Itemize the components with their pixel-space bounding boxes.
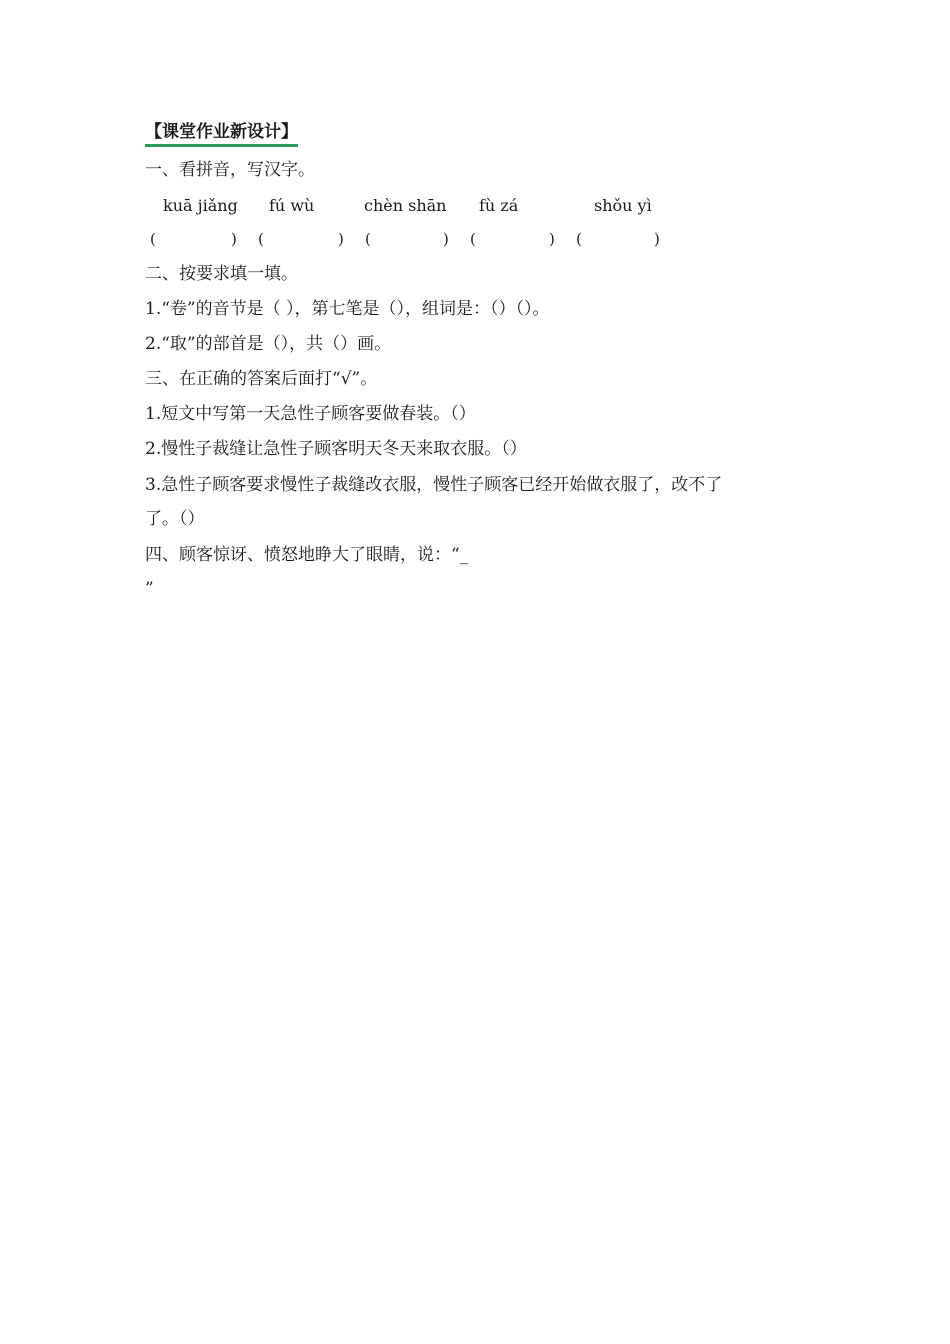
section2-question-1: 1.“卷”的音节是（ ），第七笔是（），组词是：（）（）。 — [145, 299, 550, 319]
section3-question-1: 1.短文中写第一天急性子顾客要做春装。（） — [145, 404, 476, 424]
blank-close-paren: ) — [338, 230, 344, 248]
blank-open-paren: ( — [150, 230, 156, 248]
blank-close-paren: ) — [654, 230, 660, 248]
pinyin-item: fú wù — [269, 196, 315, 215]
blank-close-paren: ) — [231, 230, 237, 248]
section3-question-3-continued: 了。（） — [145, 509, 205, 529]
pinyin-item: kuā jiǎng — [163, 196, 238, 215]
blank-close-paren: ) — [443, 230, 449, 248]
blank-open-paren: ( — [576, 230, 582, 248]
section2-question-2: 2.“取”的部首是（），共（）画。 — [145, 334, 392, 354]
section1-title: 一、看拼音，写汉字。 — [145, 160, 315, 180]
worksheet-heading: 【课堂作业新设计】 — [145, 121, 298, 147]
answer-blanks-row — [150, 228, 670, 250]
pinyin-row — [163, 195, 683, 217]
pinyin-item: fù zá — [479, 196, 519, 215]
section3-question-2: 2.慢性子裁缝让急性子顾客明天冬天来取衣服。（） — [145, 439, 527, 459]
blank-open-paren: ( — [470, 230, 476, 248]
pinyin-item: chèn shān — [364, 196, 447, 215]
section4-prompt: 四、顾客惊讶、愤怒地睁大了眼睛，说：“_ — [145, 545, 469, 565]
blank-close-paren: ) — [549, 230, 555, 248]
section3-title: 三、在正确的答案后面打“√”。 — [145, 369, 378, 389]
section4-closing-quote: ” — [145, 579, 154, 599]
blank-open-paren: ( — [258, 230, 264, 248]
section2-title: 二、按要求填一填。 — [145, 264, 298, 284]
pinyin-item: shǒu yì — [594, 196, 652, 215]
section3-question-3: 3.急性子顾客要求慢性子裁缝改衣服，慢性子顾客已经开始做衣服了，改不了 — [145, 475, 723, 495]
blank-open-paren: ( — [365, 230, 371, 248]
